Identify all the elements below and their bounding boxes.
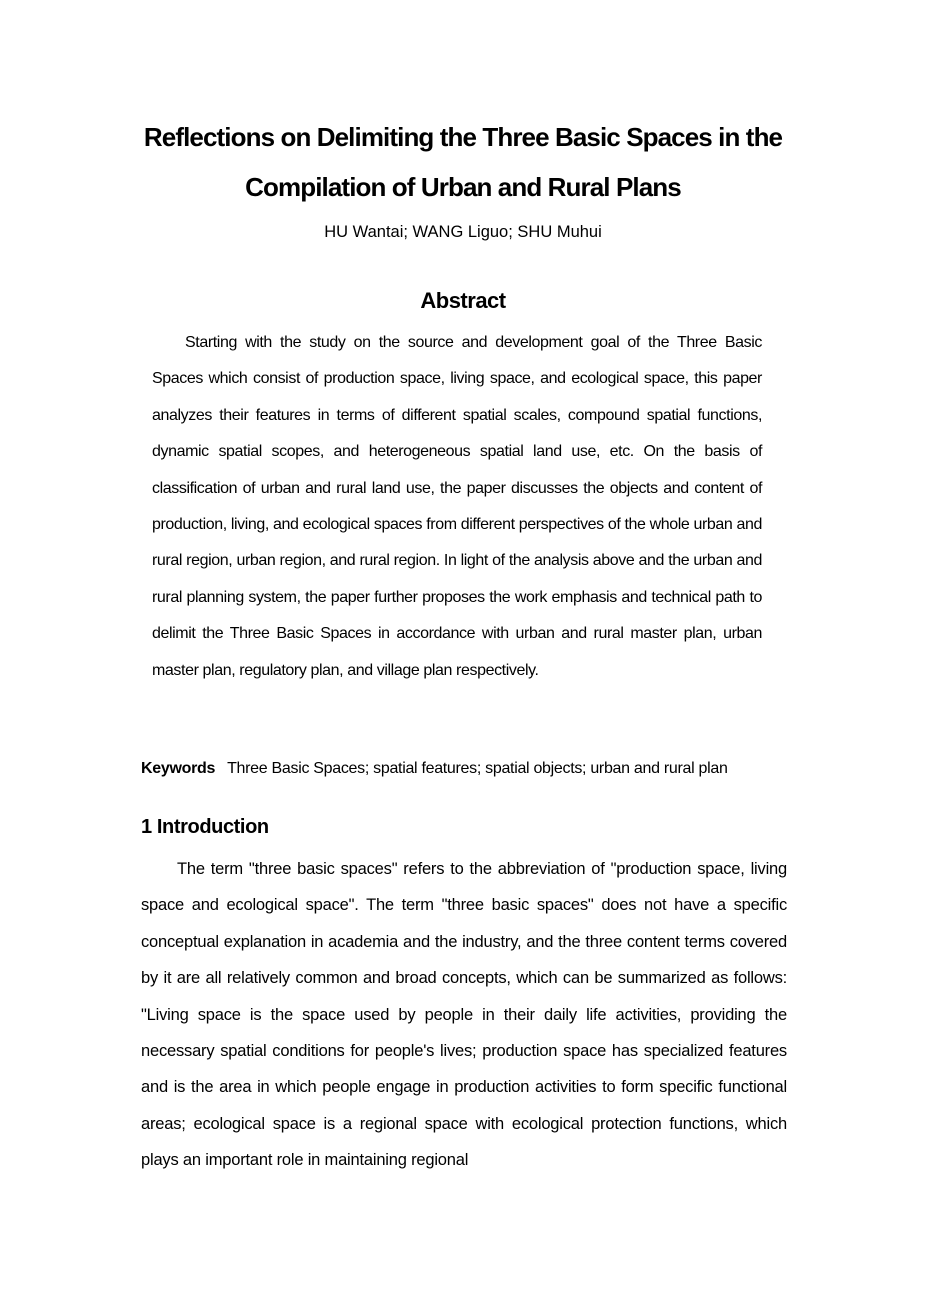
- keywords-line: [141, 756, 801, 782]
- abstract-heading: Abstract: [420, 288, 506, 313]
- section-heading-introduction: 1 Introduction: [141, 816, 269, 838]
- keywords-text: Three Basic Spaces; spatial features; spatial objects; urban and rural plan: [227, 760, 728, 777]
- introduction-paragraph: The term "three basic spaces" refers to the abbreviation of "production space, living space and ecological space". The term "three basic spaces" does not have a specific conceptual explanation in academia and the industry, and the three content terms covered by it are all relatively common and broad concepts, which can be summarized as follows: "Living space is the space used by people in their daily life activities, providing the necessary spatial conditions for people's lives; production space has specialized features and is the area in which people engage in production activities to form specific functional areas; ecological space is a regional space with ecological protection functions, which plays an important role in maintaining regional: [141, 860, 787, 1170]
- abstract-text: Starting with the study on the source and development goal of the Three Basic Spaces which consist of production space, living space, and ecological space, this paper analyzes their features in terms of different spatial scales, compound spatial functions, dynamic spatial scopes, and heterogeneous spatial land use, etc. On the basis of classification of urban and rural land use, the paper discusses the objects and content of production, living, and ecological spaces from different perspectives of the whole urban and rural region, urban region, and rural region. In light of the analysis above and the urban and rural planning system, the paper further proposes the work emphasis and technical path to delimit the Three Basic Spaces in accordance with urban and rural master plan, urban master plan, regulatory plan, and village plan respectively.: [152, 334, 762, 679]
- keywords-label: Keywords: [141, 760, 216, 777]
- paper-title: Reflections on Delimiting the Three Basic Spaces in the Compilation of Urban and Rural Plans: [143, 122, 783, 202]
- author-list: HU Wantai; WANG Liguo; SHU Muhui: [324, 223, 602, 241]
